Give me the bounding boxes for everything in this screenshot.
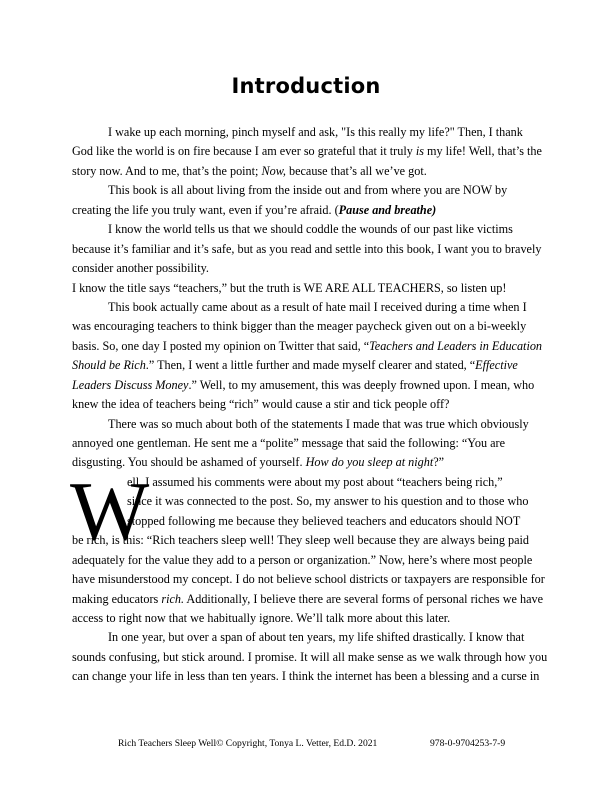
emphasis-text: Now, bbox=[261, 163, 286, 178]
text-line bbox=[72, 356, 542, 375]
text-line bbox=[72, 240, 542, 259]
text-run: basis. So, one day I posted my opinion on Twitter that said, “ bbox=[72, 338, 370, 353]
text-run: sounds confusing, but stick around. I promise. It will all make sense as we walk through how you bbox=[72, 649, 548, 664]
text-line bbox=[72, 570, 545, 589]
text-run: since it was connected to the post. So, my answer to his question and to those who bbox=[127, 494, 529, 509]
text-run: Additionally, I believe there are several forms of personal riches we have bbox=[184, 591, 543, 606]
text-run: story now. And to me, that’s the point; bbox=[72, 163, 262, 178]
text-run: creating the life you truly want, even if you’re afraid. ( bbox=[72, 202, 339, 217]
text-line bbox=[72, 628, 542, 647]
text-run: because that’s all we’ve got. bbox=[285, 163, 427, 178]
text-run: In one year, but over a span of about ten years, my life shifted drastically. I know that bbox=[108, 630, 525, 645]
text-line bbox=[72, 201, 542, 220]
emphasis-text: Pause and breathe) bbox=[338, 202, 437, 217]
footer-copyright: Rich Teachers Sleep Well© Copyright, Tonya L. Vetter, Ed.D. 2021 bbox=[118, 738, 378, 749]
emphasis-text: How do you sleep at night bbox=[305, 455, 434, 470]
text-line bbox=[72, 453, 542, 472]
text-run: There was so much about both of the statements I made that was true which obviously bbox=[108, 416, 529, 431]
text-run: disgusting. You should be ashamed of yourself. bbox=[72, 455, 306, 470]
emphasis-text: Effective bbox=[475, 358, 518, 373]
text-line bbox=[72, 395, 542, 414]
emphasis-text: Leaders Discuss Money bbox=[72, 377, 189, 392]
text-line bbox=[72, 590, 542, 609]
text-run: I wake up each morning, pinch myself and ask, "Is this really my life?" Then, I thank bbox=[108, 125, 523, 139]
text-line bbox=[72, 220, 542, 239]
text-run: I know the world tells us that we should coddle the wounds of our past like victims bbox=[108, 222, 513, 237]
text-line bbox=[72, 531, 542, 550]
text-run: ell, I assumed his comments were about my post about “teachers being rich,” bbox=[127, 474, 503, 489]
text-run: can change your life in less than ten years. I think the internet has been a blessing and a curse in bbox=[72, 669, 540, 684]
text-line bbox=[72, 551, 542, 570]
text-line bbox=[72, 609, 542, 628]
text-line bbox=[72, 492, 542, 511]
text-run: God like the world is on fire because I am ever so grateful that it truly bbox=[72, 144, 416, 159]
emphasis-text: Teachers and Leaders in Education bbox=[369, 338, 543, 353]
drop-cap: W bbox=[70, 465, 150, 558]
text-run: annoyed one gentleman. He sent me a “polite” message that said the following: “You are bbox=[72, 436, 505, 450]
emphasis-text: is bbox=[415, 144, 424, 159]
page-title: Introduction bbox=[231, 74, 381, 98]
text-run: .” Then, I went a little further and made myself clearer and stated, “ bbox=[145, 358, 476, 373]
text-run: was encouraging teachers to think bigger than the meager paycheck given out on a bi-weekly bbox=[72, 319, 527, 334]
text-line bbox=[72, 667, 542, 686]
body-text bbox=[72, 123, 548, 687]
text-line bbox=[72, 512, 542, 531]
text-line bbox=[72, 473, 542, 492]
text-run: be rich, is this: “Rich teachers sleep well! They sleep well because they are always being paid bbox=[72, 533, 529, 548]
text-run: have misunderstood my concept. I do not believe school districts or taxpayers are responsible for bbox=[72, 572, 545, 587]
text-run: making educators bbox=[72, 591, 162, 606]
emphasis-text: rich. bbox=[161, 591, 185, 606]
text-run: consider another possibility. bbox=[72, 261, 209, 276]
text-line bbox=[72, 181, 542, 200]
text-run: my life! Well, that’s the bbox=[424, 144, 542, 159]
text-run: ?” bbox=[433, 455, 445, 470]
text-line bbox=[72, 259, 542, 278]
text-line bbox=[72, 376, 542, 395]
text-line bbox=[72, 123, 542, 142]
text-line bbox=[72, 317, 542, 336]
text-line bbox=[72, 434, 542, 453]
text-run: I know the title says “teachers,” but the truth is WE ARE ALL TEACHERS, so listen up! bbox=[72, 280, 507, 295]
text-run: stopped following me because they believed teachers and educators should NOT bbox=[127, 513, 521, 528]
text-line bbox=[72, 162, 542, 181]
text-line bbox=[72, 648, 548, 667]
text-run: .” Well, to my amusement, this was deeply frowned upon. I mean, who bbox=[188, 377, 535, 392]
text-line bbox=[72, 298, 542, 317]
text-line bbox=[72, 415, 542, 434]
text-run: adequately for the value they add to a person or organization.” Now, here’s where most people bbox=[72, 552, 533, 567]
text-run: knew the idea of teachers being “rich” would cause a stir and tick people off? bbox=[72, 397, 450, 412]
emphasis-text: Should be Rich bbox=[72, 358, 146, 373]
text-run: This book is all about living from the inside out and from where you are NOW by bbox=[108, 183, 508, 198]
text-run: access to right now that we habitually ignore. We’ll talk more about this later. bbox=[72, 610, 451, 625]
text-line bbox=[72, 279, 542, 298]
text-run: because it’s familiar and it’s safe, but as you read and settle into this book, I want you to bravely bbox=[72, 241, 542, 256]
text-line bbox=[72, 337, 542, 356]
text-run: This book actually came about as a result of hate mail I received during a time when I bbox=[108, 299, 527, 314]
text-line bbox=[72, 142, 542, 161]
footer-isbn: 978-0-9704253-7-9 bbox=[430, 738, 506, 749]
